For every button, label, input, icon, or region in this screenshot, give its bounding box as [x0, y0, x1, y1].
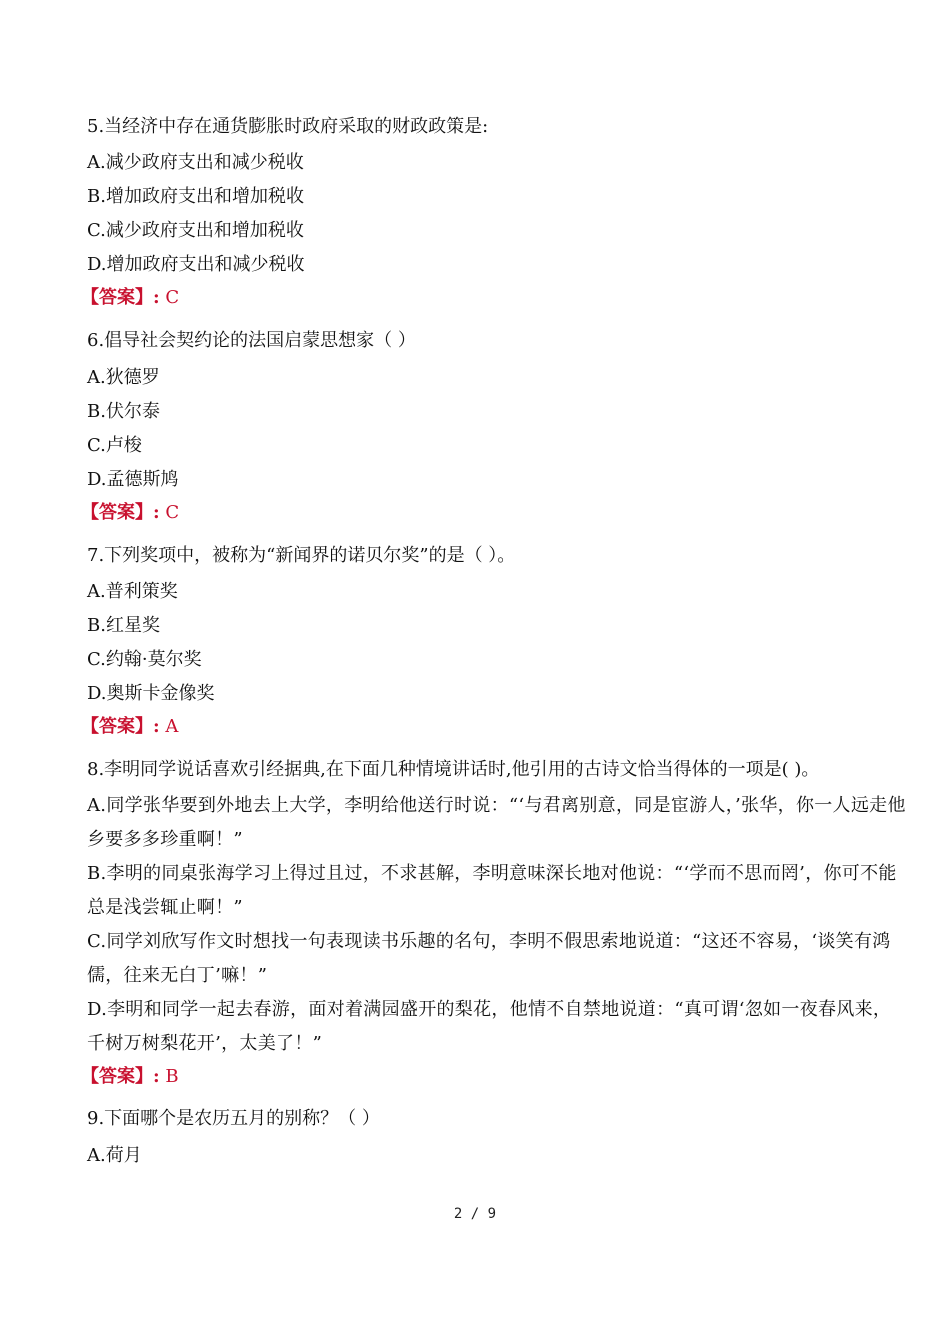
question-8-answer [81, 1066, 179, 1088]
question-6-option-c: C.卢梭 [87, 435, 142, 456]
answer-label: 【答案】: [81, 716, 160, 737]
answer-value: C [165, 502, 180, 523]
question-6-option-b: B.伏尔泰 [87, 401, 160, 422]
question-5-option-d: D.增加政府支出和减少税收 [87, 254, 305, 275]
answer-value: B [165, 1066, 179, 1087]
question-6-answer [81, 502, 179, 524]
question-7-option-d: D.奥斯卡金像奖 [87, 683, 215, 704]
question-6-option-a: A.狄德罗 [87, 367, 160, 388]
page-number: 2 / 9 [453, 1206, 497, 1222]
question-7-option-b: B.红星奖 [87, 615, 160, 636]
answer-label: 【答案】: [81, 502, 160, 523]
question-8-option-b: B.李明的同桌张海学习上得过且过，不求甚解，李明意味深长地对他说：“‘学而不思而罔’，你可不能总是浅尝辄止啊！” [87, 863, 897, 918]
question-5-option-a: A.减少政府支出和减少税收 [87, 152, 304, 173]
question-7-answer [81, 716, 178, 738]
answer-label: 【答案】: [81, 287, 160, 308]
question-6-option-d: D.孟德斯鸠 [87, 469, 179, 490]
answer-label: 【答案】: [81, 1066, 160, 1087]
question-5-answer [81, 287, 179, 309]
question-8-option-d: D.李明和同学一起去春游，面对着满园盛开的梨花，他情不自禁地说道：“真可谓‘忽如一夜春风来，千树万树梨花开’，太美了！” [87, 999, 892, 1054]
answer-value: C [165, 287, 180, 308]
question-7-stem: 7.下列奖项中，被称为“新闻界的诺贝尔奖”的是（ ）。 [87, 545, 516, 566]
question-9-option-a: A.荷月 [87, 1145, 142, 1166]
question-6-stem: 6.倡导社会契约论的法国启蒙思想家（ ） [87, 330, 416, 351]
question-7-option-a: A.普利策奖 [87, 581, 178, 602]
question-5-stem: 5.当经济中存在通货膨胀时政府采取的财政政策是: [87, 116, 489, 137]
question-8-option-a: A.同学张华要到外地去上大学，李明给他送行时说：“‘与君离别意，同是宦游人，’张华，你一人远走他乡要多多珍重啊！” [87, 795, 906, 850]
question-5-option-c: C.减少政府支出和增加税收 [87, 220, 304, 241]
answer-value: A [165, 716, 179, 737]
question-9-stem: 9.下面哪个是农历五月的别称？（ ） [87, 1108, 380, 1129]
question-8-stem: 8.李明同学说话喜欢引经据典,在下面几种情境讲话时,他引用的古诗文恰当得体的一项是( )。 [87, 759, 820, 780]
question-8-option-c: C.同学刘欣写作文时想找一句表现读书乐趣的名句，李明不假思索地说道：“这还不容易，‘谈笑有鸿儒，往来无白丁’嘛！” [87, 931, 891, 986]
question-5-option-b: B.增加政府支出和增加税收 [87, 186, 304, 207]
question-7-option-c: C.约翰·莫尔奖 [87, 649, 202, 670]
